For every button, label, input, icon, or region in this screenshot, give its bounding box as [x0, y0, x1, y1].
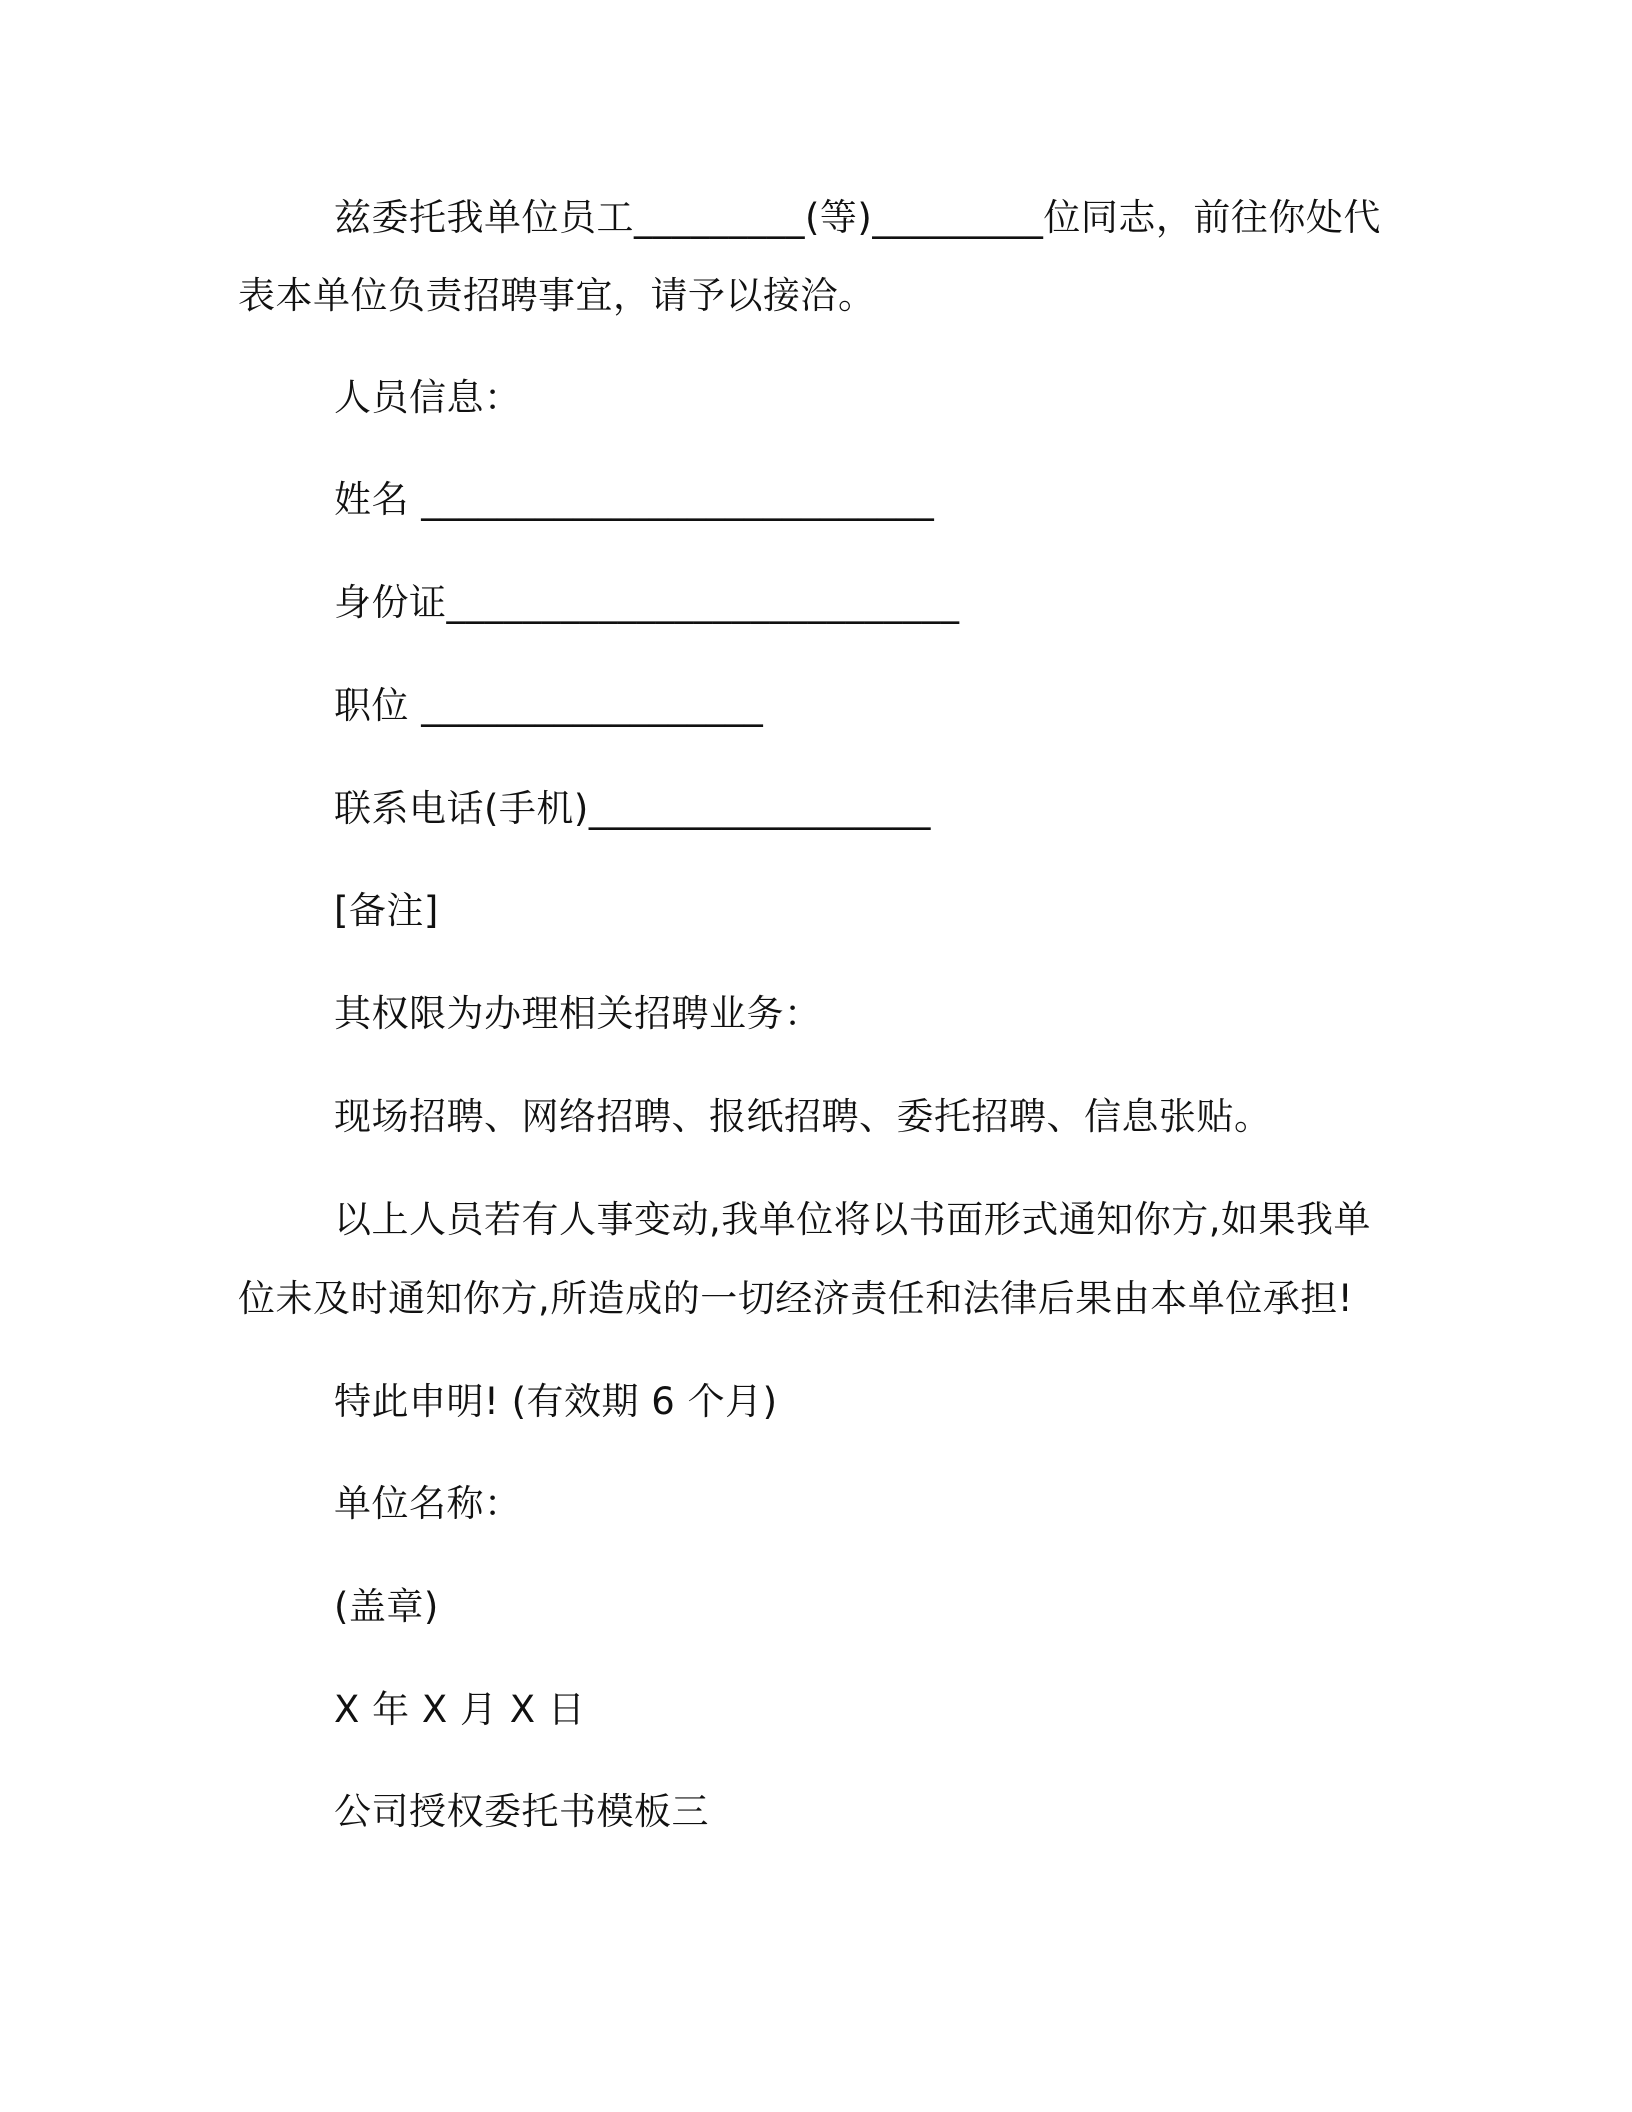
paragraph-1-line-1: 兹委托我单位员工_________(等)_________位同志，前往你处代 [334, 196, 1381, 239]
paragraph-2-line-1: 以上人员若有人事变动,我单位将以书面形式通知你方,如果我单 [334, 1198, 1372, 1241]
phone-field: 联系电话(手机)__________________ [334, 787, 931, 830]
declaration: 特此申明! (有效期 6 个月) [334, 1380, 778, 1423]
authority-intro: 其权限为办理相关招聘业务： [334, 992, 822, 1035]
company-name-label: 单位名称： [334, 1482, 522, 1525]
next-template-title: 公司授权委托书模板三 [334, 1790, 709, 1833]
remarks-label: [备注] [334, 889, 439, 932]
seal-label: (盖章) [334, 1585, 439, 1628]
date-line: X 年 X 月 X 日 [334, 1688, 586, 1731]
name-field: 姓名 ___________________________ [334, 478, 935, 521]
authority-list: 现场招聘、网络招聘、报纸招聘、委托招聘、信息张贴。 [334, 1095, 1272, 1138]
paragraph-1-line-2: 表本单位负责招聘事宜，请予以接洽。 [238, 274, 876, 317]
paragraph-2-line-2: 位未及时通知你方,所造成的一切经济责任和法律后果由本单位承担! [238, 1277, 1354, 1320]
id-field: 身份证___________________________ [334, 581, 960, 624]
personnel-heading: 人员信息： [334, 376, 522, 419]
position-field: 职位 __________________ [334, 684, 764, 727]
